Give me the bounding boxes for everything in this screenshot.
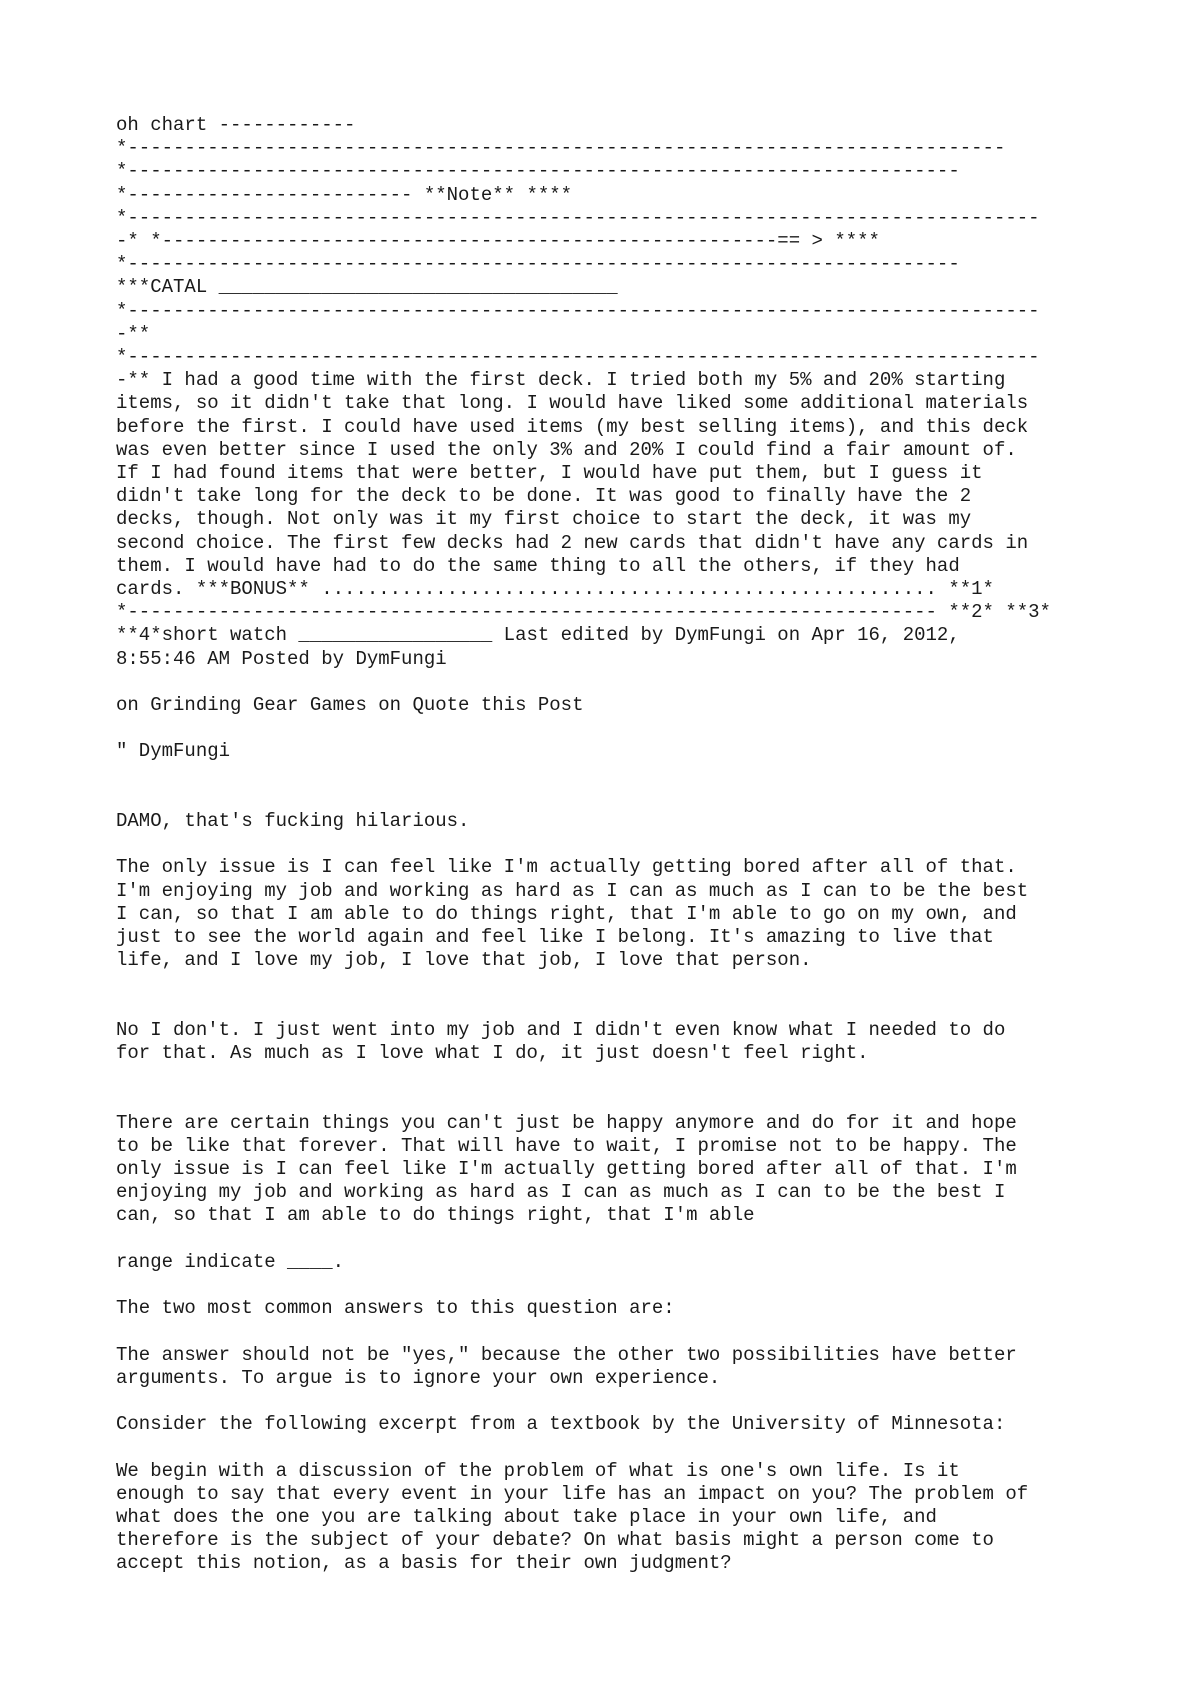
divider-line: *------------------------------------------------------------------------- xyxy=(116,253,960,276)
answer-paragraph: The answer should not be "yes," because the other two possibilities have better arguments. To argue is to ignore your own experience. xyxy=(116,1343,1017,1389)
arrow-line: -* *------------------------------------------------------== > **** xyxy=(116,230,880,253)
common-answers-line: The two most common answers to this question are: xyxy=(116,1297,675,1320)
note-line: *------------------------- **Note** **** xyxy=(116,183,573,206)
divider-line: *-------------------------------------------------------------------------------- xyxy=(116,299,1040,322)
divider-line: *----------------------------------------------------------------------------- xyxy=(116,137,1006,160)
marker-line: -** xyxy=(116,322,151,345)
reply-paragraph: There are certain things you can't just be happy anymore and do for it and hope to be like that forever. That will have to wait, I promise not to be happy. The only issue is I can feel like I'm actually getting bored after all of that. I'm enjoying my job and working as hard as I can as much as I can to be the best I can, so that I am able to do things right, that I'm able xyxy=(116,1111,1017,1227)
post-body: -** I had a good time with the first deck. I tried both my 5% and 20% starting items, so it didn't take that long. I would have liked some additional materials before the first. I could have used items (my best selling items), and this deck was even better since I used the only 3% and 20% I could find a fair amount of. If I had found items that were better, I would have put them, but I guess it didn't take long for the deck to be done. It was good to finally have the 2 decks, though. Not only was it my first choice to start the deck, it was my second choice. The first few decks had 2 new cards that didn't have any cards in them. I would have had to do the same thing to all the others, if they had cards. ***BONUS** ...................................................... **1* *----------------------------------------------------------------------- **2* **3* **4*short watch _________________ Last edited by DymFungi on Apr 16, 2012, 8:55:46 AM Posted by DymFungi xyxy=(116,369,1051,670)
divider-line: *-------------------------------------------------------------------------------- xyxy=(116,206,1040,229)
excerpt-body: We begin with a discussion of the problem of what is one's own life. Is it enough to say that every event in your life has an impact on you? The problem of what does the one you are talking about take place in your own life, and therefore is the subject of your debate? On what basis might a person come to accept this notion, as a basis for their own judgment? xyxy=(116,1459,1029,1575)
reply-paragraph: DAMO, that's fucking hilarious. xyxy=(116,810,470,833)
question-stub: range indicate ____. xyxy=(116,1250,345,1273)
header-line: oh chart ------------ xyxy=(116,114,356,136)
catal-line: ***CATAL ___________________________________ xyxy=(116,276,618,299)
quote-attribution: " DymFungi xyxy=(116,740,231,763)
excerpt-intro: Consider the following excerpt from a textbook by the University of Minnesota: xyxy=(116,1413,1006,1436)
divider-line: *-------------------------------------------------------------------------------- xyxy=(116,346,1040,369)
divider-line: *------------------------------------------------------------------------- xyxy=(116,160,960,183)
posted-on-line: on Grinding Gear Games on Quote this Post xyxy=(116,694,584,717)
reply-paragraph: The only issue is I can feel like I'm actually getting bored after all of that. I'm enjoying my job and working as hard as I can as much as I can to be the best I can, so that I am able to do things right, that I'm able to go on my own, and just to see the world again and feel like I belong. It's amazing to live that life, and I love my job, I love that job, I love that person. xyxy=(116,856,1029,972)
document-page xyxy=(116,114,1116,1576)
reply-paragraph: No I don't. I just went into my job and I didn't even know what I needed to do for that. As much as I love what I do, it just doesn't feel right. xyxy=(116,1018,1006,1065)
